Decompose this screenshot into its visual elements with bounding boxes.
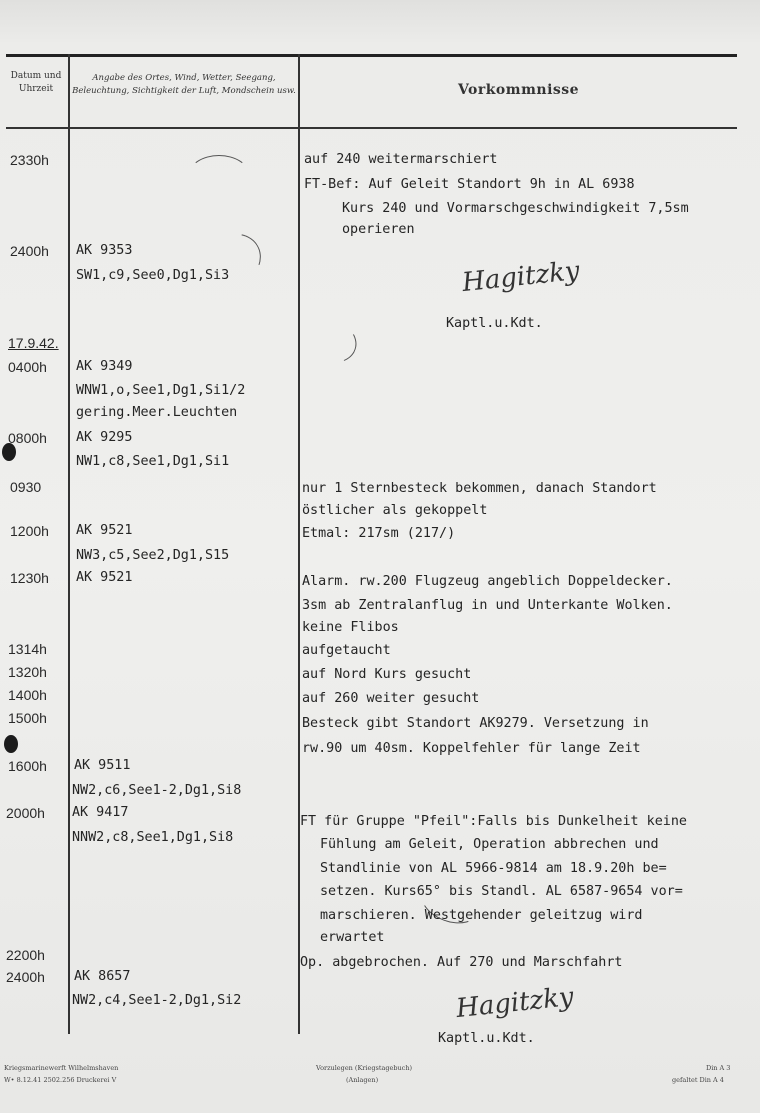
entry-time: 2200h (6, 947, 45, 963)
weather-text: NW2,c4,See1-2,Dg1,Si2 (72, 993, 242, 1008)
entry-time: 1200h (10, 523, 49, 539)
entry-text: Op. abgebrochen. Auf 270 und Marschfahrt (300, 955, 623, 970)
position-text: AK 8657 (74, 969, 131, 984)
entry-text: FT-Bef: Auf Geleit Standort 9h in AL 6938 (304, 177, 635, 192)
entry-time: 2400h (10, 243, 49, 259)
header-datum: Datum und Uhrzeit (10, 71, 62, 94)
table-header-rule (6, 127, 737, 129)
weather-text: SW1,c9,See0,Dg1,Si3 (76, 268, 230, 283)
footer-printcode: W• 8.12.41 2502.256 Druckerei V (4, 1076, 117, 1084)
hair-debris (188, 155, 250, 197)
weather-text: gering.Meer.Leuchten (76, 405, 238, 420)
column-divider-1 (68, 54, 70, 1034)
footer-printer: Kriegsmarinewerft Wilhelmshaven (4, 1064, 119, 1072)
entry-text: rw.90 um 40sm. Koppelfehler für lange Zeit (302, 741, 641, 756)
entry-text: keine Flibos (302, 620, 399, 635)
entry-time: 2330h (10, 152, 49, 168)
weather-text: NW2,c6,See1-2,Dg1,Si8 (72, 783, 242, 798)
hair-debris (191, 223, 271, 299)
weather-text: WNW1,o,See1,Dg1,Si1/2 (76, 383, 246, 398)
punch-hole (4, 735, 18, 753)
footer-form-sub: (Anlagen) (346, 1076, 379, 1084)
entry-time: 1320h (8, 664, 47, 680)
entry-time: 2400h (6, 969, 45, 985)
position-text: AK 9417 (72, 805, 129, 820)
entry-text: 3sm ab Zentralanflug in und Unterkante Wolken. (302, 598, 673, 613)
entry-text: auf Nord Kurs gesucht (302, 667, 472, 682)
entry-text: auf 260 weiter gesucht (302, 691, 480, 706)
entry-text: erwartet (320, 930, 385, 945)
table-top-rule (6, 54, 737, 57)
date-heading: 17.9.42. (8, 335, 59, 351)
weather-text: NNW2,c8,See1,Dg1,Si8 (72, 830, 234, 845)
entry-text: nur 1 Sternbesteck bekommen, danach Standort (302, 481, 657, 496)
entry-text: Kurs 240 und Vormarschgeschwindigkeit 7,5sm (342, 201, 689, 216)
position-text: AK 9521 (76, 523, 133, 538)
footer-form-name: Vorzulegen (Kriegstagebuch) (316, 1064, 413, 1072)
position-text: AK 9353 (76, 243, 133, 258)
entry-text: setzen. Kurs65° bis Standl. AL 6587-9654 vor= (320, 884, 683, 899)
entry-text: operieren (342, 222, 415, 237)
footer-format: Din A 3 (706, 1064, 731, 1072)
entry-text: Alarm. rw.200 Flugzeug angeblich Doppeldecker. (302, 574, 673, 589)
position-text: AK 9349 (76, 359, 133, 374)
entry-time: 1230h (10, 570, 49, 586)
entry-text: FT für Gruppe "Pfeil":Falls bis Dunkelheit keine (300, 814, 687, 829)
entry-time: 0800h (8, 430, 47, 446)
entry-text: marschieren. Westgehender geleitzug wird (320, 908, 643, 923)
position-text: AK 9521 (76, 570, 133, 585)
footer-fold: gefaltet Din A 4 (672, 1076, 724, 1084)
signature-title: Kaptl.u.Kdt. (446, 316, 543, 331)
entry-time: 1500h (8, 710, 47, 726)
entry-text: Besteck gibt Standort AK9279. Versetzung in (302, 716, 649, 731)
signature-title: Kaptl.u.Kdt. (438, 1031, 535, 1046)
signature: Hagitzky (454, 981, 575, 1025)
column-divider-2 (298, 54, 300, 1034)
entry-time: 1400h (8, 687, 47, 703)
entry-time: 2000h (6, 805, 45, 821)
entry-text: Etmal: 217sm (217/) (302, 526, 456, 541)
position-text: AK 9511 (74, 758, 131, 773)
entry-text: Fühlung am Geleit, Operation abbrechen und (320, 837, 659, 852)
entry-time: 0400h (8, 359, 47, 375)
entry-time: 1600h (8, 758, 47, 774)
weather-text: NW3,c5,See2,Dg1,S15 (76, 548, 230, 563)
position-text: AK 9295 (76, 430, 133, 445)
entry-text: auf 240 weitermarschiert (304, 152, 498, 167)
signature: Hagitzky (460, 255, 581, 299)
entry-text: aufgetaucht (302, 643, 391, 658)
entry-time: 0930 (10, 479, 42, 495)
hair-debris (299, 312, 362, 369)
entry-text: östlicher als gekoppelt (302, 503, 488, 518)
header-ort: Angabe des Ortes, Wind, Wetter, Seegang, Beleuchtung, Sichtigkeit der Luft, Mondschein usw. (72, 73, 296, 96)
entry-time: 1314h (8, 641, 47, 657)
header-vorkommnisse: Vorkommnisse (457, 82, 580, 98)
entry-text: Standlinie von AL 5966-9814 am 18.9.20h be= (320, 861, 667, 876)
weather-text: NW1,c8,See1,Dg1,Si1 (76, 454, 230, 469)
